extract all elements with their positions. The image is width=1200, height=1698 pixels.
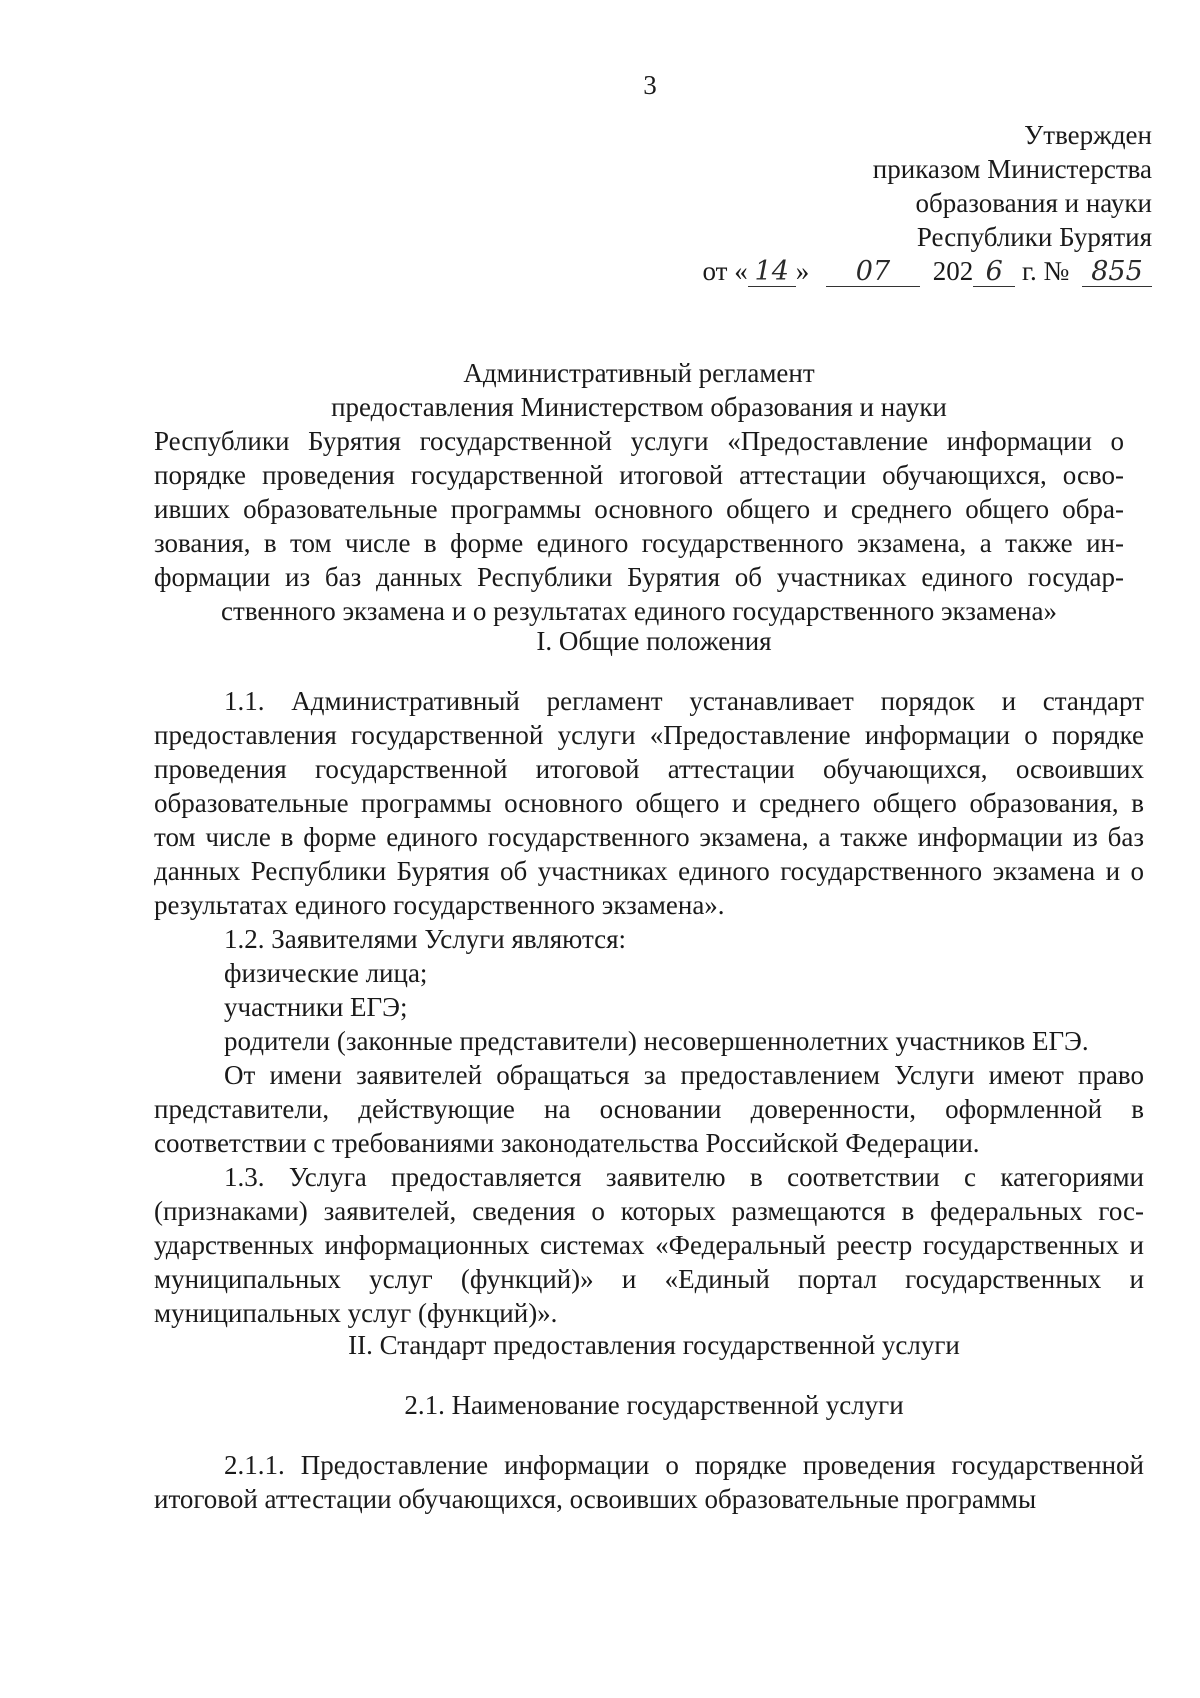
title-body: Республики Бурятия государственной услуги «Предоставление информации о порядке проведения государственной итоговой аттестации обучающихся, освоивших образовательные программы основного общего и среднего общего образования, в том числе в форме единого государственного экзамена, а также информации из баз данных Республики Бурятия об участниках единого государственного экзамена и о результатах единого государственного экзамена» [154,426,1124,626]
date-number-label: г. № [1015,256,1070,286]
paragraph-1-3: 1.3. Услуга предоставляется заявителю в соответствии с категориями (признаками) заявителей, сведения о которых размещаются в федеральных государственных информационных системах «Федеральный реестр государственных и муниципальных услуг (функций)» и «Единый портал государственных и муниципальных услуг (функций)». [154,1162,1144,1328]
approval-date-line [552,254,1152,288]
document-title [154,356,1124,628]
section-1-body [154,684,1144,1330]
date-year-digit-handwritten: 6 [973,258,1015,287]
order-number-handwritten: 855 [1082,258,1152,287]
subsection-2-1-heading: 2.1. Наименование государственной услуги [404,1390,904,1420]
date-close-quote: » [795,256,810,286]
paragraph-1-1: 1.1. Административный регламент устанавливает порядок и стандарт предоставления государственной услуги «Предоставление информации о порядке проведения государственной итоговой аттестации обучающихся, освоивших образовательные программы основного общего и среднего общего образования, в том числе в форме единого государственного экзамена, а также информации из баз данных Республики Бурятия об участниках единого государственного экзамена и о результатах единого государственного экзамена». [154,686,1144,920]
applicant-item-participants: участники ЕГЭ; [224,992,408,1022]
section-2-heading: II. Стандарт предоставления государственной услуги [348,1330,960,1360]
approval-line-order: приказом Министерства [872,154,1152,184]
applicant-item-individuals: физические лица; [224,958,428,988]
paragraph-representatives: От имени заявителей обращаться за предоставлением Услуги имеют право представители, действующие на основании доверенности, оформленной в соответствии с требованиями законодательства Российской Федерации. [154,1060,1144,1158]
approval-line-ministry: образования и науки [915,188,1152,218]
section-1-heading: I. Общие положения [536,626,772,656]
section-2-body [154,1448,1144,1516]
date-prefix: от « [702,256,748,286]
page-number: 3 [643,70,657,100]
title-line-2: предоставления Министерством образования и науки [331,392,947,422]
approval-stamp-block [552,118,1152,254]
paragraph-1-2: 1.2. Заявителями Услуги являются: [224,924,626,954]
approval-line-republic: Республики Бурятия [916,222,1152,252]
date-day-handwritten: 14 [748,258,796,287]
approval-line-approved: Утвержден [1024,120,1152,150]
applicant-item-parents: родители (законные представители) несовершеннолетних участников ЕГЭ. [224,1026,1089,1056]
date-month-handwritten: 07 [826,258,920,287]
paragraph-2-1-1: 2.1.1. Предоставление информации о порядке проведения государственной итоговой аттестации обучающихся, освоивших образовательные программы [154,1450,1144,1514]
title-line-1: Административный регламент [463,358,815,388]
date-year-prefix: 202 [932,256,974,286]
